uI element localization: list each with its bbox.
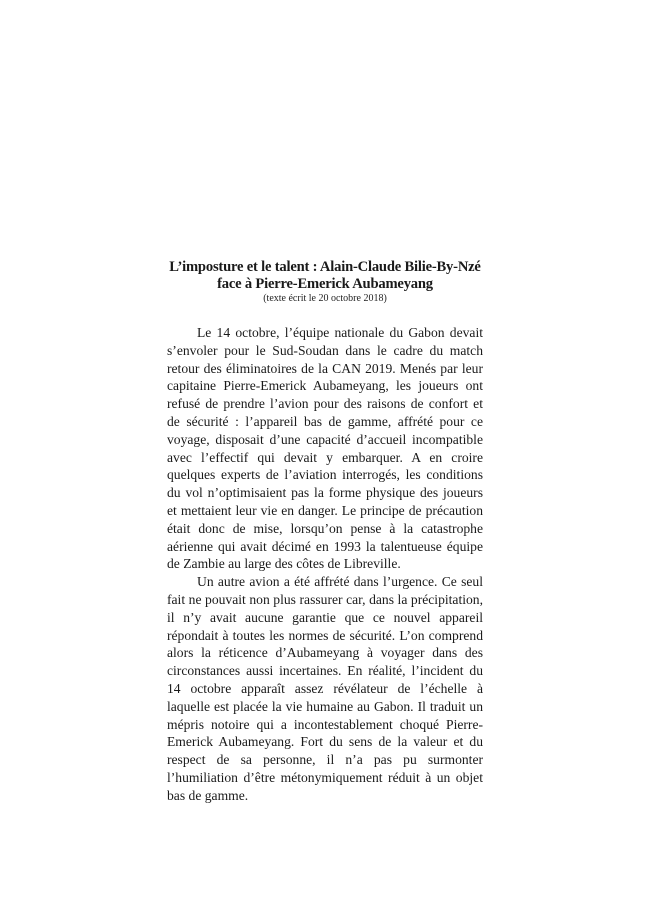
document-subtitle: (texte écrit le 20 octobre 2018) <box>263 293 387 304</box>
paragraph-2: Un autre avion a été affrété dans l’urgence. Ce seul fait ne pouvait non plus rassurer car, dans la précipitation, il n’y avait aucune garantie que ce nouvel appareil répondait à toutes les normes de sécurité. L’on comprend alors la réticence d’Aubameyang à voyager dans des circonstances aussi incertaines. En réalité, l’incident du 14 octobre apparaît assez révélateur de l’échelle à laquelle est placée la vie humaine au Gabon. Il traduit un mépris notoire qui a incontestablement choqué Pierre-Emerick Aubameyang. Fort du sens de la valeur et du respect de sa personne, il n’a pas pu surmonter l’humiliation d’être métonymiquement réduit à un objet bas de gamme. <box>167 574 483 803</box>
document-title <box>167 259 483 293</box>
document-page <box>167 259 483 805</box>
title-line-2: face à Pierre-Emerick Aubameyang <box>217 276 433 292</box>
title-line-1: L’imposture et le talent : Alain-Claude Bilie-By-Nzé <box>169 259 481 275</box>
paragraph-1: Le 14 octobre, l’équipe nationale du Gabon devait s’envoler pour le Sud-Soudan dans le cadre du match retour des éliminatoires de la CAN 2019. Menés par leur capitaine Pierre-Emerick Aubameyang, les joueurs ont refusé de prendre l’avion pour des raisons de confort et de sécurité : l’appareil bas de gamme, affrété pour ce voyage, disposait d’une capacité d’accueil incompatible avec l’effectif qui devait y embarquer. A en croire quelques experts de l’aviation interrogés, les conditions du vol n’optimisaient pas la forme physique des joueurs et mettaient leur vie en danger. Le principe de précaution était donc de mise, lorsqu’on pense à la catastrophe aérienne qui avait décimé en 1993 la talentueuse équipe de Zambie au large des côtes de Libreville. <box>167 325 483 572</box>
